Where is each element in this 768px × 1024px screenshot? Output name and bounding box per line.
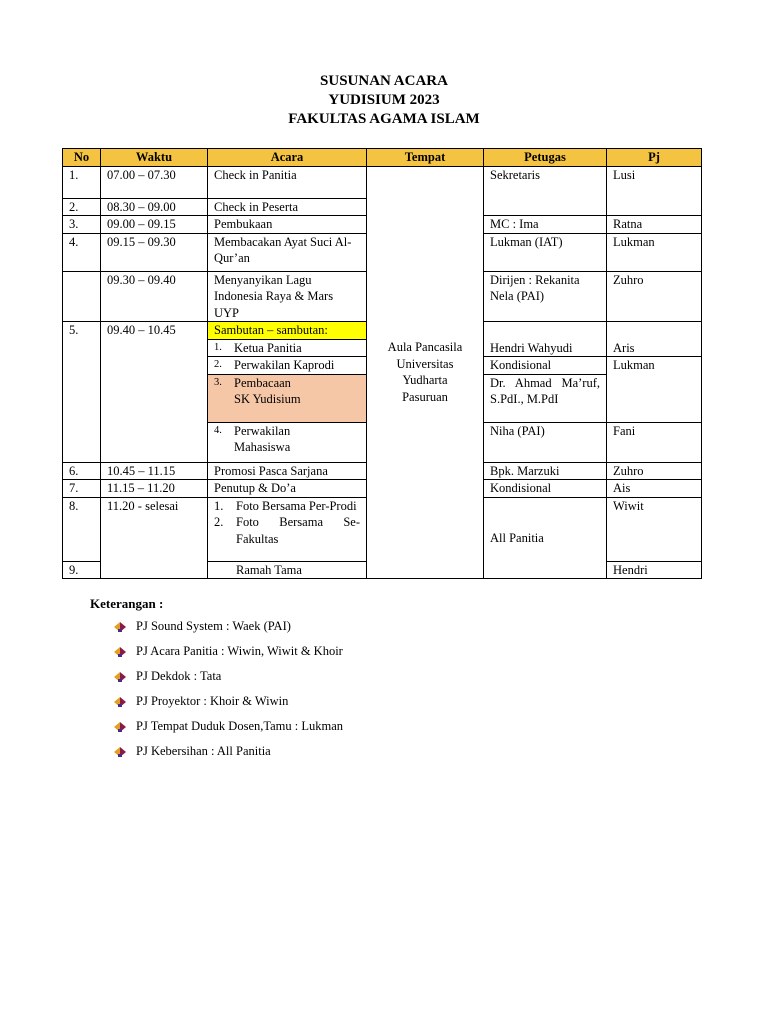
bullet-icon [112, 746, 130, 758]
cell-waktu: 09.30 – 09.40 [101, 271, 208, 322]
cell-no: 9. [63, 561, 101, 579]
cell-acara-sub [208, 374, 367, 422]
cell-waktu: 09.40 – 10.45 [101, 322, 208, 463]
venue-line: Yudharta [402, 373, 448, 388]
keterangan-item [112, 744, 271, 759]
cell-pj: Aris [607, 322, 702, 357]
keterangan-text: PJ Sound System : Waek (PAI) [136, 619, 291, 633]
cell-no: 6. [63, 462, 101, 480]
cell-acara: Check in Panitia [208, 166, 367, 198]
cell-no: 3. [63, 216, 101, 234]
cell-waktu: 11.20 - selesai [101, 497, 208, 579]
bullet-icon [112, 621, 130, 633]
cell-no: 7. [63, 480, 101, 498]
cell-acara-sambutan-heading: Sambutan – sambutan: [208, 322, 367, 340]
keterangan-text: PJ Proyektor : Khoir & Wiwin [136, 694, 289, 708]
cell-pj: Hendri [607, 561, 702, 579]
cell-waktu: 09.15 – 09.30 [101, 233, 208, 271]
cell-petugas: MC : Ima [484, 216, 607, 234]
cell-pj: Ratna [607, 216, 702, 234]
sub-text: Ketua Panitia [234, 340, 302, 355]
cell-pj: Zuhro [607, 271, 702, 322]
sub-text: Perwakilan Kaprodi [234, 358, 335, 372]
cell-waktu: 11.15 – 11.20 [101, 480, 208, 498]
col-header-petugas: Petugas [484, 149, 607, 167]
keterangan-item [112, 644, 343, 659]
keterangan-item [112, 669, 221, 684]
cell-no: 2. [63, 198, 101, 216]
list-number: 2. [214, 515, 224, 529]
cell-petugas: Sekretaris [484, 166, 607, 216]
cell-waktu: 07.00 – 07.30 [101, 166, 208, 198]
cell-petugas: Kondisional [484, 357, 607, 375]
venue-line: Universitas [396, 356, 454, 371]
cell-no: 4. [63, 233, 101, 271]
cell-acara-sub [208, 357, 367, 375]
cell-acara: Pembukaan [208, 216, 367, 234]
sub-text: Mahasiswa [234, 440, 291, 454]
cell-petugas: Hendri Wahyudi [484, 322, 607, 357]
cell-no [63, 271, 101, 322]
cell-pj: Zuhro [607, 462, 702, 480]
cell-no: 5. [63, 322, 101, 463]
list-text: Foto Bersama Se-Fakultas [236, 515, 360, 546]
list-number: 1. [214, 498, 224, 513]
sub-number: 4. [214, 424, 222, 436]
sub-text: Pembacaan [234, 375, 291, 390]
cell-pj: Lusi [607, 166, 702, 216]
cell-acara: Membacakan Ayat Suci Al-Qur’an [208, 233, 367, 271]
cell-no: 1. [63, 166, 101, 198]
venue-cell [367, 166, 484, 579]
cell-waktu: 10.45 – 11.15 [101, 462, 208, 480]
venue-line: Pasuruan [402, 389, 448, 404]
col-header-tempat: Tempat [367, 149, 484, 167]
keterangan-text: PJ Kebersihan : All Panitia [136, 744, 271, 758]
cell-pj: Lukman [607, 357, 702, 423]
cell-petugas: Lukman (IAT) [484, 233, 607, 271]
cell-pj: Wiwit [607, 497, 702, 561]
table-header-row [63, 149, 702, 167]
sub-text: Perwakilan [234, 423, 291, 438]
col-header-acara: Acara [208, 149, 367, 167]
cell-petugas: All Panitia [484, 497, 607, 579]
schedule-table [62, 148, 702, 579]
col-header-pj: Pj [607, 149, 702, 167]
bullet-icon [112, 696, 130, 708]
cell-acara-sub [208, 339, 367, 357]
cell-acara [208, 497, 367, 561]
doc-title-line3: FAKULTAS AGAMA ISLAM [288, 111, 480, 127]
keterangan-item [112, 719, 343, 734]
bullet-icon [112, 721, 130, 733]
keterangan-text: PJ Tempat Duduk Dosen,Tamu : Lukman [136, 719, 344, 733]
list-text: Foto Bersama Per-Prodi [236, 498, 357, 513]
keterangan-heading: Keterangan : [90, 596, 164, 611]
cell-acara: Penutup & Do’a [208, 480, 367, 498]
sub-number: 1. [214, 341, 222, 353]
col-header-no: No [63, 149, 101, 167]
cell-waktu: 08.30 – 09.00 [101, 198, 208, 216]
cell-waktu: 09.00 – 09.15 [101, 216, 208, 234]
cell-acara: Check in Peserta [208, 198, 367, 216]
table-row [63, 166, 702, 198]
keterangan-text: PJ Acara Panitia : Wiwin, Wiwit & Khoir [136, 644, 343, 658]
cell-acara: Ramah Tama [208, 561, 367, 579]
cell-pj: Fani [607, 422, 702, 462]
bullet-icon [112, 671, 130, 683]
cell-petugas: Bpk. Marzuki [484, 462, 607, 480]
cell-pj: Ais [607, 480, 702, 498]
doc-title-line2: YUDISIUM 2023 [328, 92, 440, 108]
cell-petugas: Niha (PAI) [484, 422, 607, 462]
cell-petugas: Kondisional [484, 480, 607, 498]
doc-title-line1: SUSUNAN ACARA [320, 73, 448, 89]
sub-number: 2. [214, 359, 222, 370]
sub-number: 3. [214, 376, 222, 388]
bullet-icon [112, 646, 130, 658]
cell-petugas: Dirijen : Rekanita Nela (PAI) [484, 271, 607, 322]
cell-pj: Lukman [607, 233, 702, 271]
keterangan-item [112, 619, 291, 634]
cell-no: 8. [63, 497, 101, 561]
col-header-waktu: Waktu [101, 149, 208, 167]
cell-petugas: Dr. Ahmad Ma’ruf, S.PdI., M.PdI [484, 374, 607, 422]
venue-line: Aula Pancasila [387, 340, 463, 355]
keterangan-text: PJ Dekdok : Tata [136, 669, 222, 683]
cell-acara: Promosi Pasca Sarjana [208, 462, 367, 480]
cell-acara-sub [208, 422, 367, 462]
cell-acara: Menyanyikan Lagu Indonesia Raya & Mars UYP [208, 271, 367, 322]
keterangan-item [112, 694, 288, 709]
sub-text: SK Yudisium [234, 392, 301, 406]
